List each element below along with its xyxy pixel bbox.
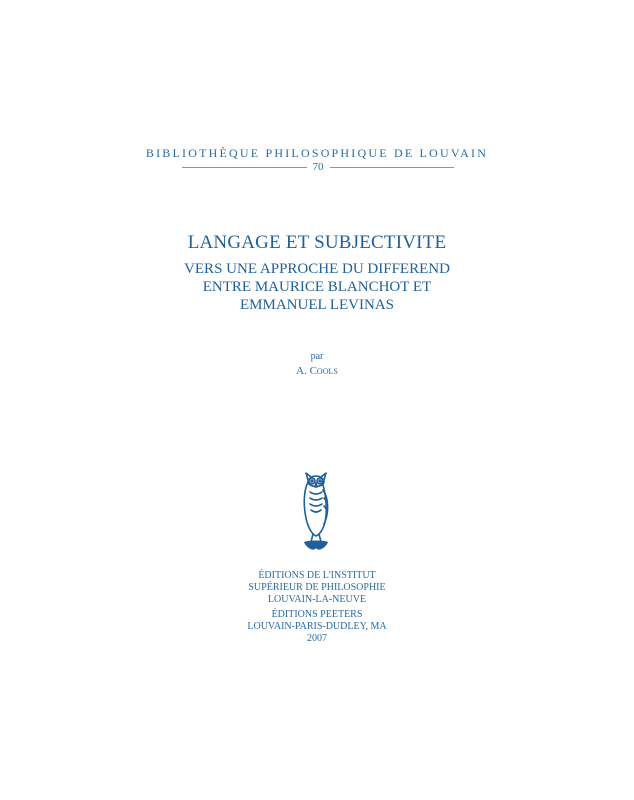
subtitle-line: ENTRE MAURICE BLANCHOT ET: [202, 279, 432, 295]
publication-year: 2007: [307, 633, 327, 644]
owl-emblem-icon: [296, 468, 336, 552]
book-title: LANGAGE ET SUBJECTIVITE: [187, 232, 447, 253]
author-name: A. Cools: [296, 365, 338, 377]
left-rule: [182, 167, 307, 168]
publisher-line: ÉDITIONS PEETERS: [271, 609, 363, 620]
right-rule: [330, 167, 455, 168]
publisher-institut: [0, 570, 634, 606]
series-number-row: [182, 160, 454, 174]
series-name: BIBLIOTHÈQUE PHILOSOPHIQUE DE LOUVAIN: [145, 146, 489, 160]
series-number: 70: [312, 161, 324, 173]
subtitle-line: EMMANUEL LEVINAS: [239, 297, 394, 313]
publisher-line: LOUVAIN-LA-NEUVE: [267, 594, 367, 605]
publisher-line: ÉDITIONS DE L'INSTITUT: [258, 570, 376, 581]
publisher-peeters: [0, 609, 634, 645]
publisher-line: LOUVAIN-PARIS-DUDLEY, MA: [247, 621, 387, 632]
subtitle-line: VERS UNE APPROCHE DU DIFFEREND: [184, 261, 450, 277]
book-subtitle: [0, 260, 634, 314]
publisher-line: SUPÉRIEUR DE PHILOSOPHIE: [248, 582, 386, 593]
by-label: par: [310, 351, 324, 362]
